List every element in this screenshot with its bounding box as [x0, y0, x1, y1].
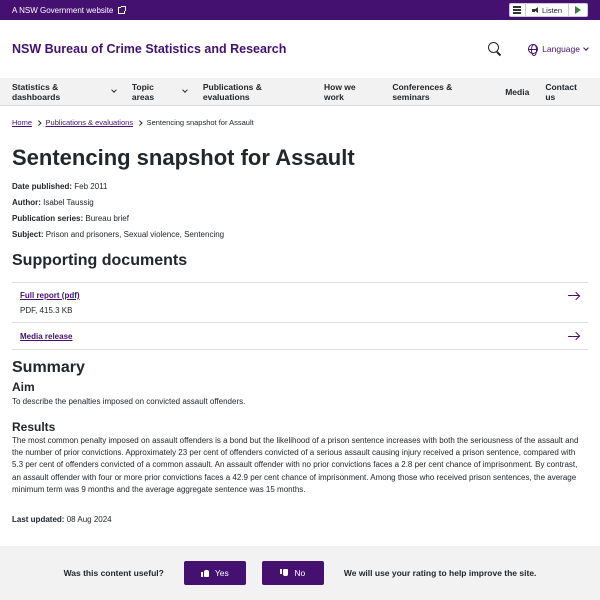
meta-author: [12, 198, 94, 207]
full-report-link[interactable]: Full report (pdf): [20, 291, 80, 300]
nav-item-label: Media: [505, 86, 530, 97]
listen-button[interactable]: [526, 4, 569, 16]
thumbs-up-icon: [201, 569, 209, 577]
chevron-right-icon: [36, 120, 41, 125]
feedback-note: We will use your rating to help improve the site.: [343, 568, 537, 578]
supporting-documents-heading: Supporting documents: [12, 252, 188, 269]
nav-item-label: Statistics & dashboards: [12, 81, 61, 102]
chevron-down-icon: [111, 87, 117, 93]
chevron-down-icon: [182, 87, 188, 93]
nav-item-label: Publications & evaluations: [202, 81, 262, 102]
aim-heading: Aim: [12, 380, 35, 394]
feedback-question: Was this content useful?: [63, 568, 164, 578]
globe-icon: [528, 44, 538, 54]
aim-text: To describe the penalties imposed on convicted assault offenders.: [12, 397, 246, 406]
results-text: The most common penalty imposed on assault offenders is a bond but the likelihood of a prison sentence increases with both the seriousness of the assault and the number of prior convictions. Approximately 23 per cent of offenders convicted of a serious assault causing injury received a prison sentence, compared with 5.3 per cent of offenders convicted of a common assault. An assault offender with no prior convictions faces a 2.8 per cent chance of imprisonment. By contrast, an assault offender with four or more prior convictions faces a 42.9 per cent chance of imprisonment. Among those who received prison sentences, the average minimum term was 9 months and the average aggregate sentence was 15 months.: [12, 436, 579, 494]
meta-author-label: Author:: [12, 198, 41, 207]
language-selector[interactable]: [528, 44, 588, 54]
menu-icon[interactable]: [510, 4, 526, 16]
meta-date-label: Date published:: [12, 182, 73, 191]
arrow-right-icon: [568, 292, 580, 300]
chevron-right-icon: [137, 120, 142, 125]
meta-series-value: Bureau brief: [85, 214, 129, 223]
document-item[interactable]: [12, 282, 588, 308]
meta-series: [12, 214, 129, 223]
meta-subject-value: Prison and prisoners, Sexual violence, Sentencing: [45, 230, 225, 239]
last-updated: [12, 515, 112, 524]
meta-author-value: Isabel Taussig: [43, 198, 94, 207]
meta-series-label: Publication series:: [12, 214, 84, 223]
site-header: [0, 20, 600, 78]
play-button[interactable]: [569, 4, 587, 16]
external-link-icon: [118, 7, 125, 14]
nsw-government-link[interactable]: [12, 6, 125, 15]
meta-subject-label: Subject:: [12, 230, 44, 239]
language-label: Language: [542, 44, 580, 54]
listen-label: Listen: [541, 5, 562, 15]
site-title[interactable]: NSW Bureau of Crime Statistics and Research: [12, 42, 287, 56]
nav-item-publications[interactable]: [203, 82, 308, 102]
feedback-yes-label: Yes: [214, 568, 229, 578]
masthead-text: A NSW Government website: [12, 5, 114, 15]
speaker-icon: [532, 7, 539, 13]
nav-item-label: Topic areas: [131, 81, 155, 102]
nav-item-statistics[interactable]: [12, 82, 116, 102]
nav-item-conferences[interactable]: [392, 82, 489, 102]
breadcrumb-current: Sentencing snapshot for Assault: [146, 118, 254, 127]
media-release-link[interactable]: Media release: [20, 331, 73, 341]
nav-item-label: How we work: [324, 81, 356, 102]
last-updated-value: 08 Aug 2024: [66, 515, 112, 524]
breadcrumb-home[interactable]: Home: [12, 118, 33, 127]
thumbs-down-icon: [280, 569, 288, 577]
play-icon: [575, 6, 581, 14]
masthead: [0, 0, 600, 20]
search-icon[interactable]: [488, 42, 502, 56]
meta-date-value: Feb 2011: [74, 182, 108, 191]
document-item[interactable]: [12, 322, 588, 350]
results-heading: Results: [12, 420, 56, 434]
breadcrumb-publications[interactable]: Publications & evaluations: [45, 118, 134, 127]
nav-item-label: Conferences & seminars: [392, 81, 453, 102]
feedback-bar: [0, 546, 600, 600]
document-details: PDF, 415.3 KB: [20, 306, 73, 315]
document-list: [12, 282, 588, 350]
listen-toolbar: [509, 3, 588, 17]
arrow-right-icon: [568, 332, 580, 340]
nav-item-topic-areas[interactable]: [132, 82, 187, 102]
nav-item-media[interactable]: [505, 87, 529, 97]
nav-item-label: Contact us: [545, 81, 577, 102]
main-nav: [0, 78, 600, 106]
chevron-down-icon: [583, 45, 589, 51]
nav-item-how-we-work[interactable]: [324, 82, 376, 102]
nav-item-contact[interactable]: [545, 82, 588, 102]
meta-date: [12, 182, 107, 191]
summary-heading: Summary: [12, 359, 85, 376]
page-title: Sentencing snapshot for Assault: [12, 145, 355, 170]
feedback-no-button[interactable]: [262, 561, 324, 585]
feedback-yes-button[interactable]: [184, 561, 246, 585]
meta-subject: [12, 230, 224, 239]
breadcrumb: [12, 118, 254, 127]
last-updated-label: Last updated:: [12, 515, 65, 524]
feedback-no-label: No: [294, 568, 306, 578]
